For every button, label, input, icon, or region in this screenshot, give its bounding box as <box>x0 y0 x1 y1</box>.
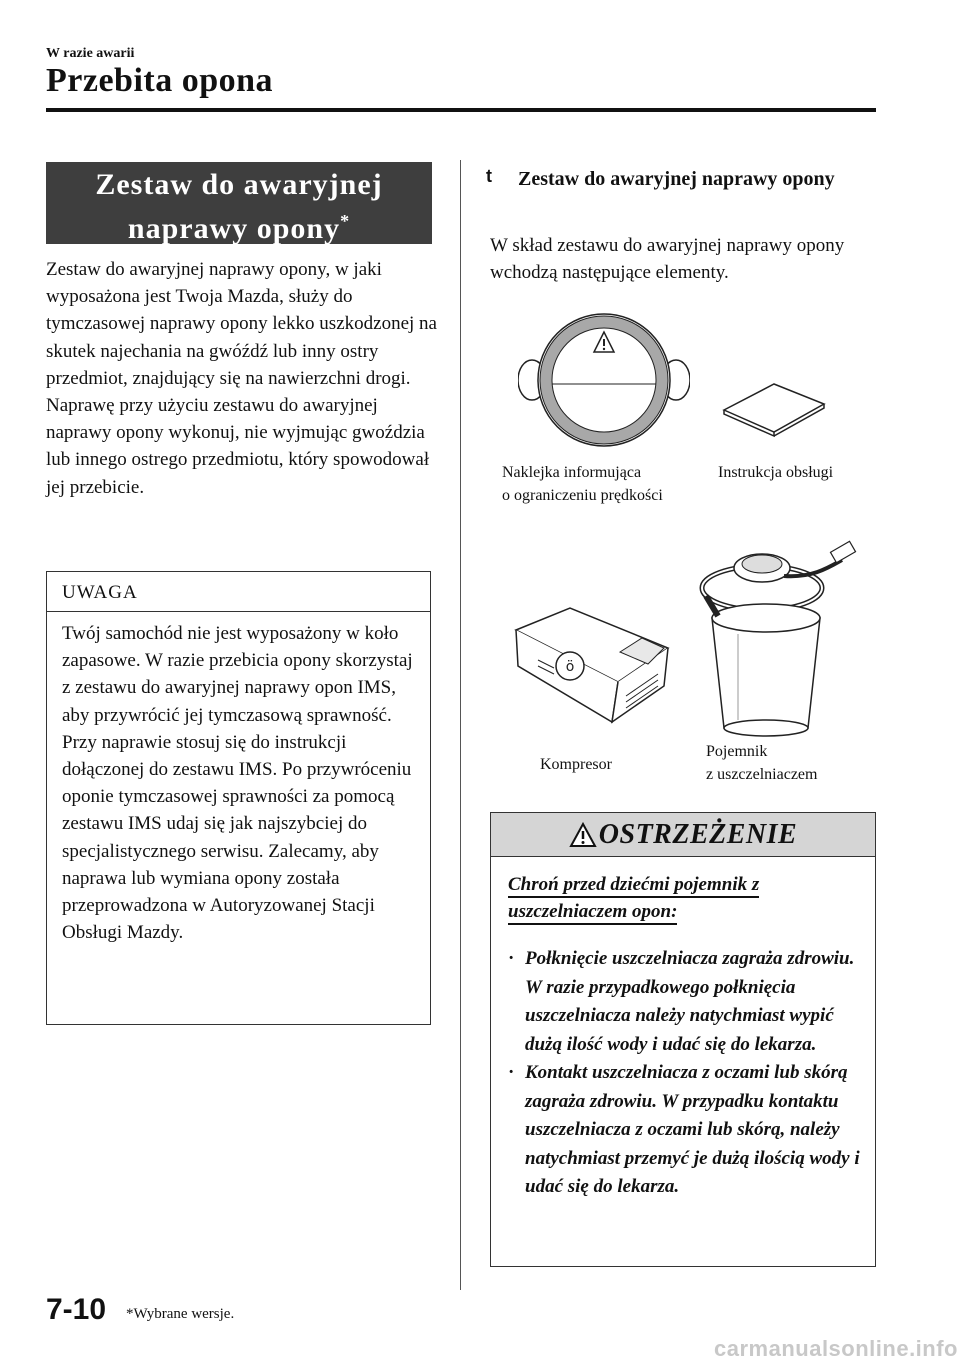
section-banner <box>46 162 432 244</box>
bottle-caption-line-1: Pojemnik <box>706 743 768 760</box>
warning-item-text: Połknięcie uszczelniacza zagraża zdrowiu. W razie przypadkowego połknięcia uszczelniacza należy natychmiast wypić dużą ilość wody i udać się do lekarza. <box>525 948 855 1055</box>
warning-triangle-icon <box>569 822 597 848</box>
banner-line-1: Zestaw do awaryjnej <box>95 168 383 201</box>
bullet-icon: · <box>508 1062 515 1083</box>
section-label: W razie awarii <box>46 46 135 61</box>
watermark: carmanualsonline.info <box>714 1336 958 1361</box>
subsection-marker: t <box>486 166 492 186</box>
warning-header <box>491 813 875 857</box>
compressor-caption: Kompresor <box>540 756 612 773</box>
bottle-caption-line-2: z uszczelniaczem <box>706 766 818 783</box>
column-divider <box>460 160 461 1290</box>
manual-booklet-illustration <box>720 380 830 440</box>
note-box <box>46 571 431 1025</box>
warning-item <box>508 1059 863 1202</box>
intro-paragraph: Zestaw do awaryjnej naprawy opony, w jaki wyposażona jest Twoja Mazda, służy do tymczasowej naprawy opony lekko uszkodzonej na skutek najechania na gwóźdź lub inny ostry przedmiot, znajdujący się na nawierzchni drogi. Naprawę przy użyciu zestawu do awaryjnej naprawy opony wykonuj, nie wyjmując gwoździa lub innego ostrego przedmiotu, który spowodował jej przebicie. <box>46 259 437 498</box>
warning-lead <box>508 871 808 925</box>
speed-sticker-illustration <box>518 308 690 450</box>
bottle-caption <box>706 740 817 786</box>
warning-list <box>508 945 863 1202</box>
warning-lead-text: Chroń przed dziećmi pojemnik z uszczelniaczem opon: <box>508 874 759 925</box>
warning-box <box>490 812 876 1267</box>
page-title: Przebita opona <box>46 62 274 99</box>
warning-item-text: Kontakt uszczelniacza z oczami lub skórą zagraża zdrowiu. W przypadku kontaktu uszczelniacza z oczami lub skórą, należy natychmiast przemyć je dużą ilością wody i udać się do lekarza. <box>525 1062 860 1197</box>
sticker-caption-line-1: Naklejka informująca <box>502 464 642 481</box>
compressor-illustration <box>508 600 678 730</box>
warning-item <box>508 945 863 1059</box>
optional-mark: * <box>340 211 351 231</box>
sticker-caption <box>502 461 663 507</box>
svg-text:ö: ö <box>565 659 575 675</box>
manual-caption: Instrukcja obsługi <box>718 464 834 481</box>
note-title: UWAGA <box>47 572 430 612</box>
warning-title: OSTRZEŻENIE <box>598 819 798 850</box>
note-text: Twój samochód nie jest wyposażony w koło zapasowe. W razie przebicia opony skorzystaj z zestawu do awaryjnej naprawy opon IMS, aby przywrócić jej tymczasową sprawność. Przy naprawie stosuj się do instrukcji dołączonej do zestawu IMS. Po przywróceniu oponie tymczasowej sprawności za pomocą zestawu IMS udaj się jak najszybciej do specjalistycznego serwisu. Zalecamy, aby naprawa lub wymiana opony została przeprowadzona w Autoryzowanej Stacji Obsługi Mazdy. <box>62 623 413 944</box>
banner-text: naprawy opony <box>127 212 341 245</box>
kit-intro: W skład zestawu do awaryjnej naprawy opony wchodzą następujące elementy. <box>490 235 845 284</box>
title-rule <box>46 108 876 112</box>
footnote: *Wybrane wersje. <box>126 1306 235 1322</box>
page-number: 7-10 <box>46 1293 107 1326</box>
banner-line-2 <box>46 203 432 247</box>
bullet-icon: · <box>508 948 515 969</box>
sticker-caption-line-2: o ograniczeniu prędkości <box>502 487 663 504</box>
subsection-heading: Zestaw do awaryjnej naprawy opony <box>518 168 835 190</box>
sealant-bottle-illustration <box>692 538 864 738</box>
